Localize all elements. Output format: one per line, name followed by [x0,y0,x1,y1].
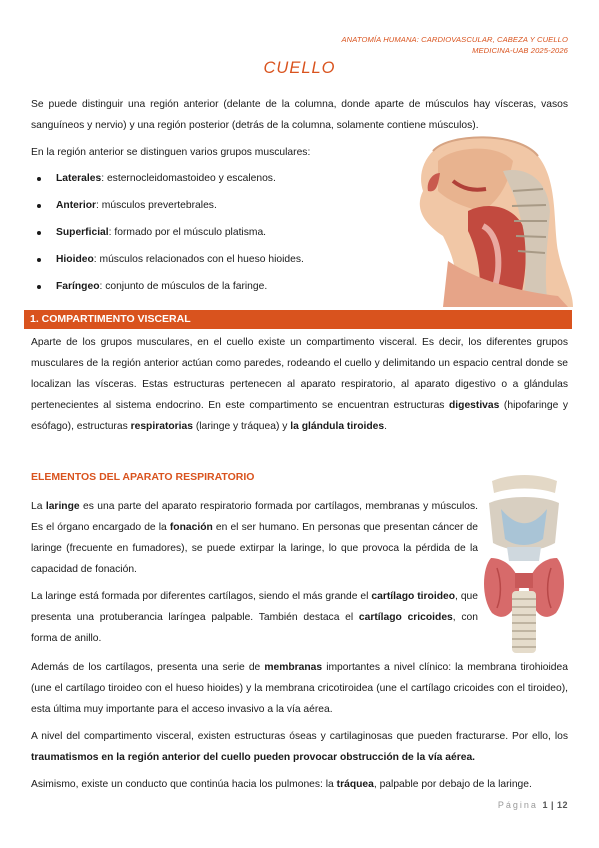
larynx-thyroid-illustration [477,473,571,657]
header-program: MEDICINA-UAB 2025-2026 [472,45,568,55]
section-heading: 1. COMPARTIMENTO VISCERAL [30,313,191,325]
list-item: Hioideo: músculos relacionados con el hueso hioides. [31,251,304,278]
section-heading-bar [24,310,572,329]
header-course: ANATOMÍA HUMANA: CARDIOVASCULAR, CABEZA Y CUELLO [341,35,568,44]
visceral-paragraph: Aparte de los grupos musculares, en el cuello existe un compartimento visceral. Es decir, los diferentes grupos musculares de la región anterior actúan como paredes, rodeando el cuello y delimitando un espacio central donde se localizan las vísceras. Estas estructuras pertenecen al aparato respiratorio, al aparato digestivo o a glándulas pertenecientes al sistema endocrino. En este compartimento se encuentran estructuras digestivas (hipofaringe y esófago), estructuras respiratorias (laringe y tráquea) y la glándula tiroides. [31,337,568,432]
larynx-paragraph: La laringe es una parte del aparato respiratorio formada por cartílagos, membranas y músculos. Es el órgano encargado de la fonación en el ser humano. En personas que presentan cáncer de laringe (frecuente en fumadores), se puede extirpar la laringe, lo que provoca la pérdida de la capacidad de fonación. [31,501,478,575]
trauma-paragraph: A nivel del compartimento visceral, existen estructuras óseas y cartilaginosas que pueden fracturarse. Por ello, los traumatismos en la región anterior del cuello pueden provocar obstrucción de la vía aérea. [31,731,568,763]
list-item: Superficial: formado por el músculo platisma. [31,224,304,251]
list-item: Laterales: esternocleidomastoideo y escalenos. [31,170,304,197]
intro-paragraph: Se puede distinguir una región anterior (delante de la columna, donde aparte de músculos hay vísceras, vasos sanguíneos y nervio) y una región posterior (detrás de la columna, solamente contiene músculos). [31,99,568,131]
list-item: Faríngeo: conjunto de músculos de la faringe. [31,278,304,305]
subsection-heading: ELEMENTOS DEL APARATO RESPIRATORIO [31,471,255,483]
intro-lead: En la región anterior se distinguen varios grupos musculares: [31,147,311,158]
cartilage-paragraph: La laringe está formada por diferentes cartílagos, siendo el más grande el cartílago tiroideo, que presenta una protuberancia laríngea palpable. También destaca el cartílago cricoides, con forma de anillo. [31,591,478,644]
list-item: Anterior: músculos prevertebrales. [31,197,304,224]
page-number: Página 1 | 12 [497,800,568,810]
running-header [342,35,568,56]
neck-anatomy-illustration [408,131,573,307]
trachea-paragraph: Asimismo, existe un conducto que continúa hacia los pulmones: la tráquea, palpable por debajo de la laringe. [31,779,532,790]
membranes-paragraph: Además de los cartílagos, presenta una serie de membranas importantes a nivel clínico: la membrana tirohioidea (une el cartílago tiroideo con el hueso hioides) y la membrana cricotiroidea (une el cartílago cricoides con el tiroideo), esta última muy importante para el acceso invasivo a la vía aérea. [31,662,568,715]
page-title: CUELLO [263,59,336,77]
muscle-group-list [31,170,304,305]
